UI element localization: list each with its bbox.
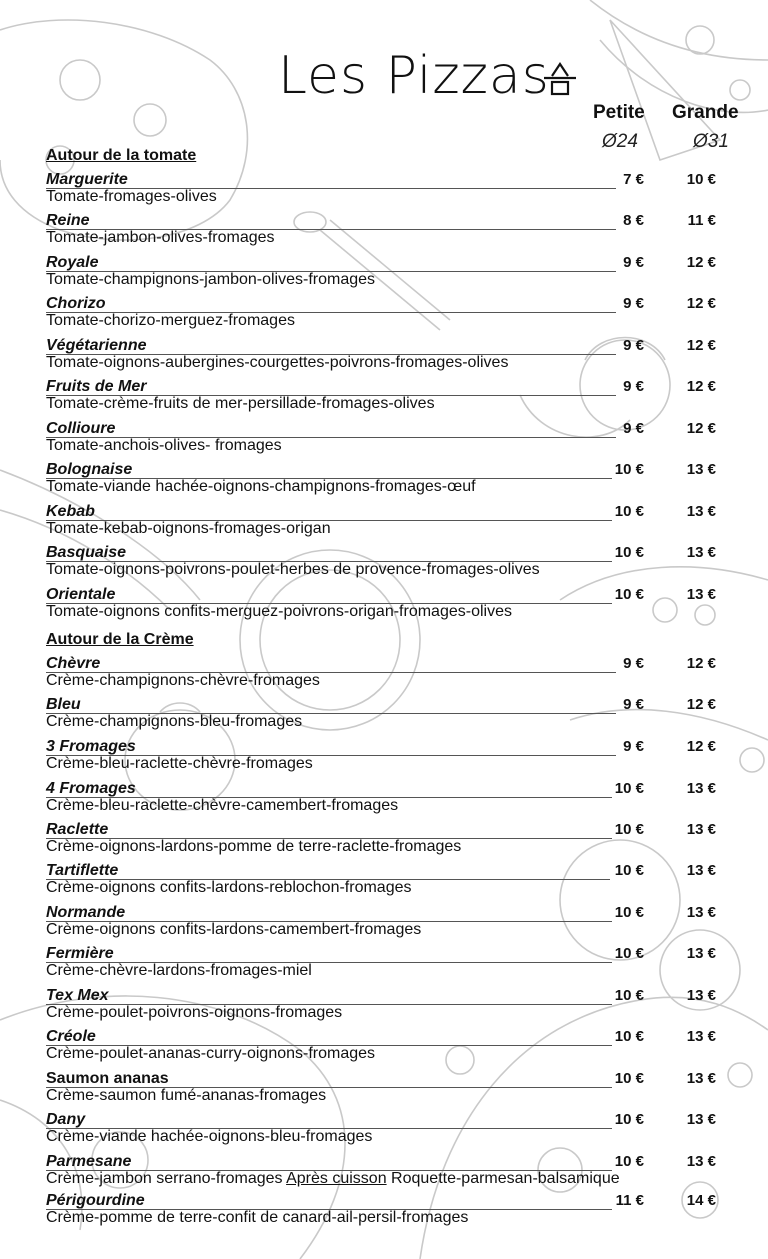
price-grande: 13 € [686,1111,716,1128]
price-petite: 9 € [623,378,644,395]
menu-item [0,1192,768,1234]
price-petite: 10 € [614,1153,644,1170]
column-header-grande: Grande [672,102,739,123]
menu-item [0,945,768,987]
price-grande: 11 € [687,212,716,229]
pizza-description: Crème-viande hachée-oignons-bleu-fromages [46,1128,373,1145]
pizza-description: Tomate-oignons-poivrons-poulet-herbes de provence-fromages-olives [46,561,540,578]
menu-item [0,655,768,697]
pizza-name: Parmesane [46,1153,132,1170]
menu-item [0,212,768,254]
price-petite: 10 € [614,544,644,561]
menu-item [0,987,768,1029]
price-petite: 9 € [623,696,644,713]
description-main: Crème-jambon serrano-fromages [46,1170,283,1187]
price-grande: 13 € [686,1028,716,1045]
pizza-name: Périgourdine [46,1192,145,1209]
pizza-name: Reine [46,212,90,229]
pizza-name: Royale [46,254,99,271]
pizza-description: Crème-oignons-lardons-pomme de terre-raclette-fromages [46,838,462,855]
price-grande: 13 € [686,945,716,962]
pizza-description: Crème-poulet-ananas-curry-oignons-fromages [46,1045,376,1062]
price-petite: 10 € [614,461,644,478]
price-petite: 10 € [614,780,644,797]
pizza-description: Crème-champignons-bleu-fromages [46,713,303,730]
section-title-tomate: Autour de la tomate [46,147,197,164]
price-grande: 12 € [686,295,716,312]
menu-item [0,461,768,503]
price-petite: 10 € [614,1070,644,1087]
description-note: Après cuisson [286,1170,387,1187]
price-petite: 9 € [623,254,644,271]
price-petite: 10 € [614,945,644,962]
pizza-description: Tomate-chorizo-merguez-fromages [46,312,295,329]
pizza-description: Tomate-champignons-jambon-olives-fromages [46,271,376,288]
pizza-name: Créole [46,1028,96,1045]
pizza-description: Crème-chèvre-lardons-fromages-miel [46,962,312,979]
pizza-name: Dany [46,1111,86,1128]
pizza-description [46,1170,620,1188]
menu-item [0,1111,768,1153]
price-grande: 13 € [686,1153,716,1170]
pizza-name: Saumon ananas [46,1070,169,1087]
column-size-petite: Ø24 [602,131,638,152]
menu-item [0,1028,768,1070]
price-petite: 9 € [623,420,644,437]
pizza-description: Crème-saumon fumé-ananas-fromages [46,1087,327,1104]
pizza-description: Crème-bleu-raclette-chèvre-camembert-fromages [46,797,399,814]
price-grande: 12 € [686,378,716,395]
pizza-name: Raclette [46,821,109,838]
menu-item [0,904,768,946]
menu-item [0,1070,768,1112]
pizza-description: Tomate-viande hachée-oignons-champignons-fromages-œuf [46,478,476,495]
price-grande: 13 € [686,461,716,478]
price-petite: 10 € [614,586,644,603]
price-grande: 12 € [686,254,716,271]
price-grande: 13 € [686,1070,716,1087]
pizza-name: 3 Fromages [46,738,136,755]
price-grande: 13 € [686,503,716,520]
pizza-description: Tomate-kebab-oignons-fromages-origan [46,520,331,537]
pizza-name: Collioure [46,420,116,437]
price-petite: 8 € [623,212,644,229]
price-petite: 10 € [614,1111,644,1128]
pizza-description: Tomate-anchois-olives- fromages [46,437,282,454]
price-petite: 9 € [623,295,644,312]
price-petite: 9 € [623,337,644,354]
pizza-description: Tomate-fromages-olives [46,188,217,205]
price-grande: 10 € [686,171,716,188]
pizza-description: Tomate-jambon-olives-fromages [46,229,275,246]
pizza-description: Crème-bleu-raclette-chèvre-fromages [46,755,313,772]
price-grande: 13 € [686,544,716,561]
price-grande: 13 € [686,904,716,921]
menu-item [0,295,768,337]
price-petite: 9 € [623,655,644,672]
menu-item [0,337,768,379]
price-grande: 13 € [686,862,716,879]
pizza-description: Crème-oignons confits-lardons-camembert-fromages [46,921,422,938]
price-petite: 10 € [614,987,644,1004]
menu-item [0,862,768,904]
menu-item [0,378,768,420]
price-petite: 11 € [615,1192,644,1209]
price-petite: 10 € [614,862,644,879]
price-petite: 10 € [614,821,644,838]
pizza-description: Crème-pomme de terre-confit de canard-ail-persil-fromages [46,1209,469,1226]
menu-item [0,696,768,738]
column-header-petite: Petite [593,102,645,123]
price-grande: 12 € [686,420,716,437]
pizza-name: Tartiflette [46,862,119,879]
menu-item [0,586,768,628]
price-grande: 13 € [686,586,716,603]
house-icon [540,58,580,98]
pizza-name: Bolognaise [46,461,133,478]
menu-item [0,503,768,545]
pizza-description: Crème-poulet-poivrons-oignons-fromages [46,1004,343,1021]
pizza-name: Kebab [46,503,95,520]
section-title-creme: Autour de la Crème [46,631,194,648]
menu-item [0,780,768,822]
price-grande: 13 € [686,821,716,838]
menu-item [0,544,768,586]
pizza-name: Chèvre [46,655,101,672]
price-petite: 10 € [614,503,644,520]
pizza-name: Normande [46,904,126,921]
pizza-description: Crème-oignons confits-lardons-reblochon-fromages [46,879,412,896]
price-grande: 13 € [686,780,716,797]
price-grande: 12 € [686,696,716,713]
price-grande: 12 € [686,337,716,354]
price-petite: 10 € [614,904,644,921]
menu-item [0,738,768,780]
pizza-name: Marguerite [46,171,128,188]
menu-item [0,254,768,296]
price-grande: 13 € [686,987,716,1004]
page-title: Les Pizzas [278,46,550,106]
pizza-description: Tomate-crème-fruits de mer-persillade-fromages-olives [46,395,435,412]
description-after: Roquette-parmesan-balsamique [386,1170,620,1187]
pizza-name: Végétarienne [46,337,147,354]
pizza-name: Basquaise [46,544,127,561]
pizza-description: Crème-champignons-chèvre-fromages [46,672,320,689]
pizza-description: Tomate-oignons confits-merguez-poivrons-origan-fromages-olives [46,603,512,620]
pizza-name: Orientale [46,586,116,603]
price-grande: 12 € [686,738,716,755]
price-petite: 9 € [623,738,644,755]
pizza-description: Tomate-oignons-aubergines-courgettes-poivrons-fromages-olives [46,354,509,371]
pizza-name: Fruits de Mer [46,378,147,395]
pizza-name: Bleu [46,696,81,713]
column-size-grande: Ø31 [693,131,729,152]
price-grande: 14 € [686,1192,716,1209]
price-grande: 12 € [686,655,716,672]
menu-item [0,171,768,213]
pizza-name: Fermière [46,945,114,962]
price-petite: 7 € [623,171,644,188]
pizza-name: 4 Fromages [46,780,136,797]
pizza-name: Chorizo [46,295,106,312]
menu-item [0,420,768,462]
price-petite: 10 € [614,1028,644,1045]
menu-item [0,1153,768,1195]
menu-item [0,821,768,863]
pizza-name: Tex Mex [46,987,109,1004]
